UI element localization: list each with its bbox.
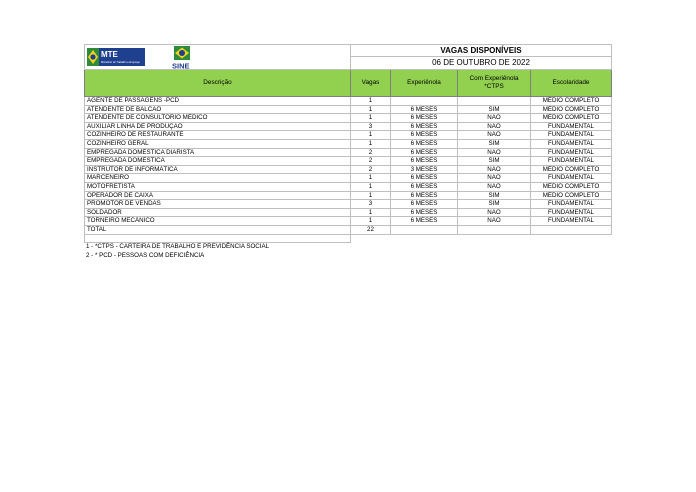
mte-logo-icon xyxy=(87,48,145,66)
col-header-descricao: Descrição xyxy=(85,70,351,97)
row-ctps: NÃO xyxy=(458,131,531,140)
row-escolaridade: MÉDIO COMPLETO xyxy=(531,105,612,114)
col-header-escolaridade: Escolaridade xyxy=(531,70,612,97)
svg-text:Ministério do Trabalho e Empre: Ministério do Trabalho e Emprego xyxy=(101,61,140,64)
row-vagas: 1 xyxy=(351,97,391,106)
row-ctps: NÃO xyxy=(458,182,531,191)
table-row xyxy=(85,97,612,106)
row-descricao: AUXILIAR LINHA DE PRODUÇÃO xyxy=(85,122,351,131)
footnotes xyxy=(86,242,269,260)
row-vagas: 1 xyxy=(351,139,391,148)
col-header-vagas: Vagas xyxy=(351,70,391,97)
table-row xyxy=(85,191,612,200)
row-experiencia: 6 MESES xyxy=(391,157,458,166)
row-escolaridade: MÉDIO COMPLETO xyxy=(531,97,612,106)
col-header-ctps: Com Experiênola *CTPS xyxy=(458,70,531,97)
table-row xyxy=(85,157,612,166)
row-vagas: 1 xyxy=(351,105,391,114)
table-header-row xyxy=(85,70,612,97)
row-ctps: NÃO xyxy=(458,208,531,217)
row-vagas: 1 xyxy=(351,131,391,140)
total-row xyxy=(85,225,612,234)
row-experiencia: 6 MESES xyxy=(391,182,458,191)
table-row xyxy=(85,208,612,217)
row-vagas: 1 xyxy=(351,217,391,226)
row-escolaridade: FUNDAMENTAL xyxy=(531,148,612,157)
table-row xyxy=(85,174,612,183)
row-ctps: NÃO xyxy=(458,122,531,131)
table-row xyxy=(85,200,612,209)
table-row xyxy=(85,122,612,131)
row-ctps: SIM xyxy=(458,157,531,166)
row-ctps: NÃO xyxy=(458,114,531,123)
table-row xyxy=(85,148,612,157)
row-ctps: NÃO xyxy=(458,217,531,226)
table-row xyxy=(85,182,612,191)
row-vagas: 1 xyxy=(351,174,391,183)
page-title: VAGAS DISPONÍVEIS xyxy=(351,45,612,57)
row-experiencia: 6 MESES xyxy=(391,105,458,114)
row-descricao: ATENDENTE DE BALCÃO xyxy=(85,105,351,114)
svg-text:MTE: MTE xyxy=(101,50,118,59)
row-escolaridade: FUNDAMENTAL xyxy=(531,131,612,140)
row-escolaridade: FUNDAMENTAL xyxy=(531,122,612,131)
row-experiencia: 6 MESES xyxy=(391,217,458,226)
row-descricao: EMPREGADA DOMÉSTICA xyxy=(85,157,351,166)
row-descricao: COZINHEIRO DE RESTAURANTE xyxy=(85,131,351,140)
row-experiencia xyxy=(391,97,458,106)
page-date: 06 DE OUTUBRO DE 2022 xyxy=(351,57,612,70)
row-experiencia: 3 MESES xyxy=(391,165,458,174)
row-ctps: SIM xyxy=(458,139,531,148)
vagas-sheet xyxy=(84,44,611,243)
row-experiencia: 6 MESES xyxy=(391,139,458,148)
blank-row xyxy=(85,234,612,242)
vagas-table xyxy=(84,44,612,243)
row-vagas: 2 xyxy=(351,157,391,166)
row-descricao: AGENTE DE PASSAGENS -PCD xyxy=(85,97,351,106)
row-escolaridade: MÉDIO COMPLETO xyxy=(531,165,612,174)
row-descricao: INSTRUTOR DE INFORMÁTICA xyxy=(85,165,351,174)
table-row xyxy=(85,165,612,174)
logo-cell xyxy=(85,45,351,70)
row-experiencia: 6 MESES xyxy=(391,191,458,200)
total-label: TOTAL xyxy=(85,225,351,234)
row-ctps: NÃO xyxy=(458,165,531,174)
total-vagas: 22 xyxy=(351,225,391,234)
row-descricao: SOLDADOR xyxy=(85,208,351,217)
row-experiencia: 6 MESES xyxy=(391,200,458,209)
footnote-pcd: 2 - * PCD - PESSOAS COM DEFICIÊNCIA xyxy=(86,252,205,259)
row-ctps: NÃO xyxy=(458,174,531,183)
row-escolaridade: FUNDAMENTAL xyxy=(531,217,612,226)
row-descricao: COZINHEIRO GERAL xyxy=(85,139,351,148)
row-escolaridade: MÉDIO COMPLETO xyxy=(531,114,612,123)
total-empty xyxy=(458,225,531,234)
table-row xyxy=(85,139,612,148)
row-experiencia: 6 MESES xyxy=(391,122,458,131)
row-descricao: MARCENEIRO xyxy=(85,174,351,183)
row-vagas: 2 xyxy=(351,148,391,157)
row-ctps: SIM xyxy=(458,105,531,114)
row-vagas: 2 xyxy=(351,165,391,174)
row-experiencia: 6 MESES xyxy=(391,208,458,217)
table-row xyxy=(85,105,612,114)
row-escolaridade: FUNDAMENTAL xyxy=(531,139,612,148)
row-ctps: SIM xyxy=(458,200,531,209)
row-descricao: MOTOFRETISTA xyxy=(85,182,351,191)
row-vagas: 3 xyxy=(351,200,391,209)
row-vagas: 1 xyxy=(351,191,391,200)
row-experiencia: 6 MESES xyxy=(391,174,458,183)
row-experiencia: 6 MESES xyxy=(391,114,458,123)
row-vagas: 1 xyxy=(351,182,391,191)
row-escolaridade: FUNDAMENTAL xyxy=(531,200,612,209)
row-escolaridade: MÉDIO COMPLETO xyxy=(531,191,612,200)
row-ctps: SIM xyxy=(458,191,531,200)
footnote-ctps: 1 - *CTPS - CARTEIRA DE TRABALHO E PREVIDÊNCIA SOCIAL xyxy=(86,243,270,250)
blank-cell xyxy=(85,234,351,242)
table-row xyxy=(85,217,612,226)
row-escolaridade: FUNDAMENTAL xyxy=(531,208,612,217)
total-empty xyxy=(531,225,612,234)
total-empty xyxy=(391,225,458,234)
row-experiencia: 6 MESES xyxy=(391,131,458,140)
row-descricao: TORNEIRO MECÂNICO xyxy=(85,217,351,226)
col-header-experiencia: Experiênola xyxy=(391,70,458,97)
sine-logo-icon xyxy=(171,46,193,70)
table-row xyxy=(85,114,612,123)
row-escolaridade: MÉDIO COMPLETO xyxy=(531,182,612,191)
row-vagas: 1 xyxy=(351,208,391,217)
blank-cell xyxy=(351,234,612,242)
row-ctps: NÃO xyxy=(458,148,531,157)
row-descricao: PROMOTOR DE VENDAS xyxy=(85,200,351,209)
row-descricao: EMPREGADA DOMÉSTICA DIARISTA xyxy=(85,148,351,157)
row-ctps xyxy=(458,97,531,106)
row-vagas: 3 xyxy=(351,122,391,131)
row-experiencia: 6 MESES xyxy=(391,148,458,157)
row-descricao: OPERADOR DE CAIXA xyxy=(85,191,351,200)
svg-text:SINE: SINE xyxy=(172,61,190,70)
table-row xyxy=(85,131,612,140)
row-descricao: ATENDENTE DE CONSULTÓRIO MÉDICO xyxy=(85,114,351,123)
row-vagas: 1 xyxy=(351,114,391,123)
table-body xyxy=(85,97,612,226)
row-escolaridade: FUNDAMENTAL xyxy=(531,174,612,183)
row-escolaridade: FUNDAMENTAL xyxy=(531,157,612,166)
